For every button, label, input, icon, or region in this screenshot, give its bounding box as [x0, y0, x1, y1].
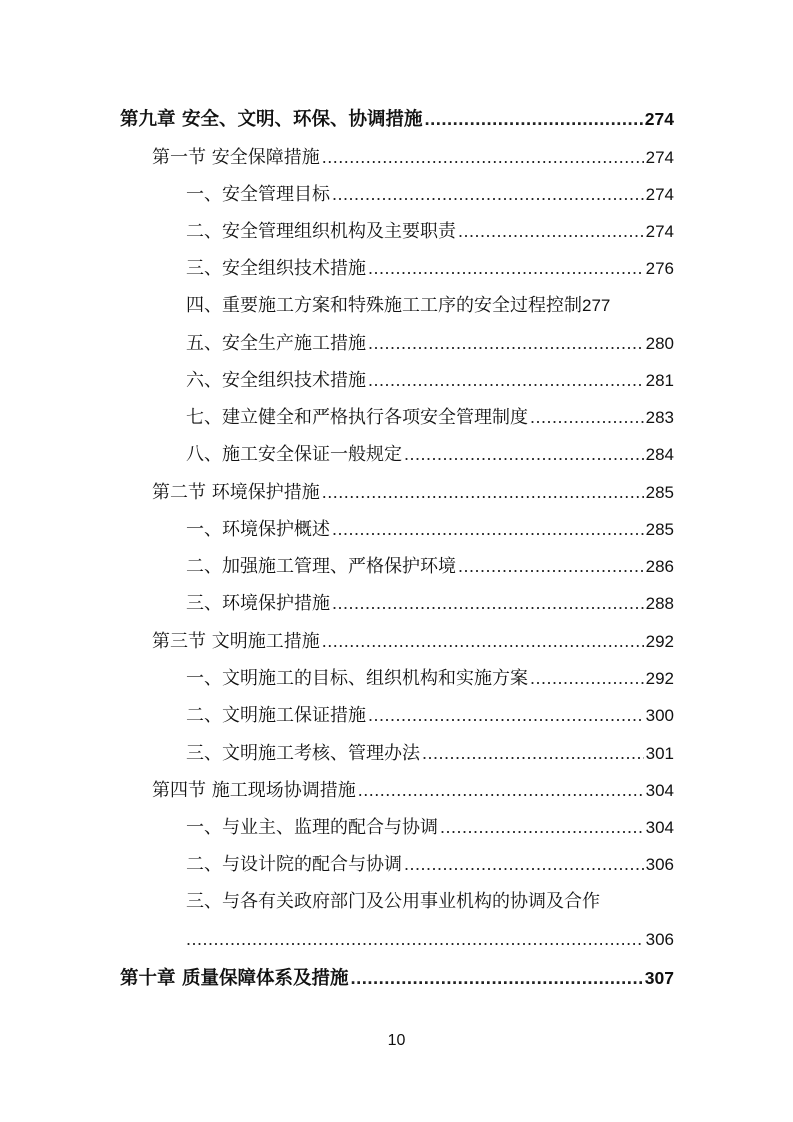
toc-entry-subsection[interactable] [186, 330, 674, 356]
toc-entry-label: 八、施工安全保证一般规定 [186, 444, 402, 465]
dot-leader [186, 926, 644, 952]
toc-entry-subsection[interactable] [186, 441, 674, 467]
dot-leader [530, 404, 644, 430]
toc-entry-label: 六、安全组织技术措施 [186, 370, 366, 391]
toc-entry-page: 306 [645, 855, 674, 874]
toc-entry-subsection[interactable] [186, 181, 674, 207]
dot-leader [458, 218, 644, 244]
toc-entry-page: 304 [645, 818, 674, 837]
dot-leader [332, 590, 644, 616]
toc-entry-label: 三、环境保护措施 [186, 593, 330, 614]
toc-entry-label: 一、文明施工的目标、组织机构和实施方案 [186, 668, 528, 689]
toc-entry-subsection[interactable] [186, 218, 674, 244]
toc-entry-page: 281 [645, 371, 674, 390]
toc-entry-label: 二、文明施工保证措施 [186, 705, 366, 726]
dot-leader [368, 330, 644, 356]
dot-leader [368, 702, 644, 728]
toc-entry-continuation[interactable] [186, 926, 674, 952]
dot-leader [368, 367, 644, 393]
toc-entry-page: 292 [645, 632, 674, 651]
toc-entry-label: 第二节 环境保护措施 [152, 482, 320, 503]
toc-entry-page: 276 [645, 259, 674, 278]
toc-entry-chapter-10[interactable] [120, 965, 674, 991]
toc-entry-subsection[interactable] [186, 367, 674, 393]
dot-leader [322, 144, 644, 170]
toc-entry-page: 288 [645, 594, 674, 613]
dot-leader [458, 553, 644, 579]
toc-entry-label: 二、与设计院的配合与协调 [186, 854, 402, 875]
toc-entry-label: 第九章 安全、文明、环保、协调措施 [120, 109, 423, 130]
toc-entry-subsection[interactable] [186, 293, 684, 319]
toc-entry-page: 280 [645, 334, 674, 353]
toc-entry-subsection[interactable] [186, 404, 674, 430]
toc-entry-label: 七、建立健全和严格执行各项安全管理制度 [186, 407, 528, 428]
toc-entry-subsection[interactable] [186, 553, 674, 579]
dot-leader [350, 965, 642, 991]
toc-entry-page: 300 [645, 706, 674, 725]
dot-leader [322, 479, 644, 505]
toc-entry-label: 第四节 施工现场协调措施 [152, 780, 356, 801]
dot-leader [332, 516, 644, 542]
toc-entry-page: 274 [645, 222, 674, 241]
toc-entry-label: 四、重要施工方案和特殊施工工序的安全过程控制 [186, 295, 582, 316]
toc-entry-page: 274 [644, 109, 674, 129]
dot-leader [368, 255, 644, 281]
toc-entry-label: 三、安全组织技术措施 [186, 258, 366, 279]
toc-entry-section[interactable] [152, 144, 674, 170]
dot-leader [322, 628, 644, 654]
dot-leader [404, 851, 644, 877]
toc-entry-subsection[interactable] [186, 851, 674, 877]
toc-entry-page: 301 [645, 744, 674, 763]
toc-entry-label: 三、与各有关政府部门及公用事业机构的协调及合作 [186, 891, 600, 912]
dot-leader [440, 814, 644, 840]
toc-entry-section[interactable] [152, 628, 674, 654]
toc-entry-page: 286 [645, 557, 674, 576]
toc-entry-page: 283 [645, 408, 674, 427]
page-number: 10 [387, 1032, 406, 1049]
toc-entry-page: 285 [645, 483, 674, 502]
dot-leader [424, 106, 642, 132]
toc-entry-page: 307 [644, 968, 674, 988]
toc-entry-page: 274 [645, 185, 674, 204]
toc-entry-label: 二、安全管理组织机构及主要职责 [186, 221, 456, 242]
toc-entry-page: 306 [645, 930, 674, 949]
toc-entry-subsection[interactable] [186, 516, 674, 542]
toc-entry-label: 一、安全管理目标 [186, 184, 330, 205]
toc-entry-page: 274 [645, 148, 674, 167]
dot-leader [422, 740, 644, 766]
toc-entry-label: 第三节 文明施工措施 [152, 631, 320, 652]
toc-entry-label: 三、文明施工考核、管理办法 [186, 743, 420, 764]
dot-leader [358, 777, 644, 803]
toc-entry-page: 277 [582, 296, 611, 315]
toc-entry-label: 二、加强施工管理、严格保护环境 [186, 556, 456, 577]
toc-entry-label: 一、环境保护概述 [186, 519, 330, 540]
toc-entry-label: 第一节 安全保障措施 [152, 147, 320, 168]
toc-entry-label: 一、与业主、监理的配合与协调 [186, 817, 438, 838]
toc-entry-page: 304 [645, 781, 674, 800]
toc-entry-subsection[interactable] [186, 665, 674, 691]
toc-entry-subsection[interactable] [186, 889, 674, 915]
toc-entry-section[interactable] [152, 479, 674, 505]
dot-leader [332, 181, 644, 207]
toc-entry-page: 285 [645, 520, 674, 539]
toc-entry-subsection[interactable] [186, 814, 674, 840]
toc-entry-section[interactable] [152, 777, 674, 803]
toc-entry-page: 292 [645, 669, 674, 688]
toc-entry-page: 284 [645, 445, 674, 464]
toc-entry-label: 第十章 质量保障体系及措施 [120, 968, 349, 989]
dot-leader [530, 665, 644, 691]
toc-entry-subsection[interactable] [186, 740, 674, 766]
toc-entry-subsection[interactable] [186, 702, 674, 728]
toc-entry-subsection[interactable] [186, 255, 674, 281]
dot-leader [404, 441, 644, 467]
toc-entry-chapter-9[interactable] [120, 106, 674, 132]
toc-entry-subsection[interactable] [186, 590, 674, 616]
toc-entry-label: 五、安全生产施工措施 [186, 333, 366, 354]
